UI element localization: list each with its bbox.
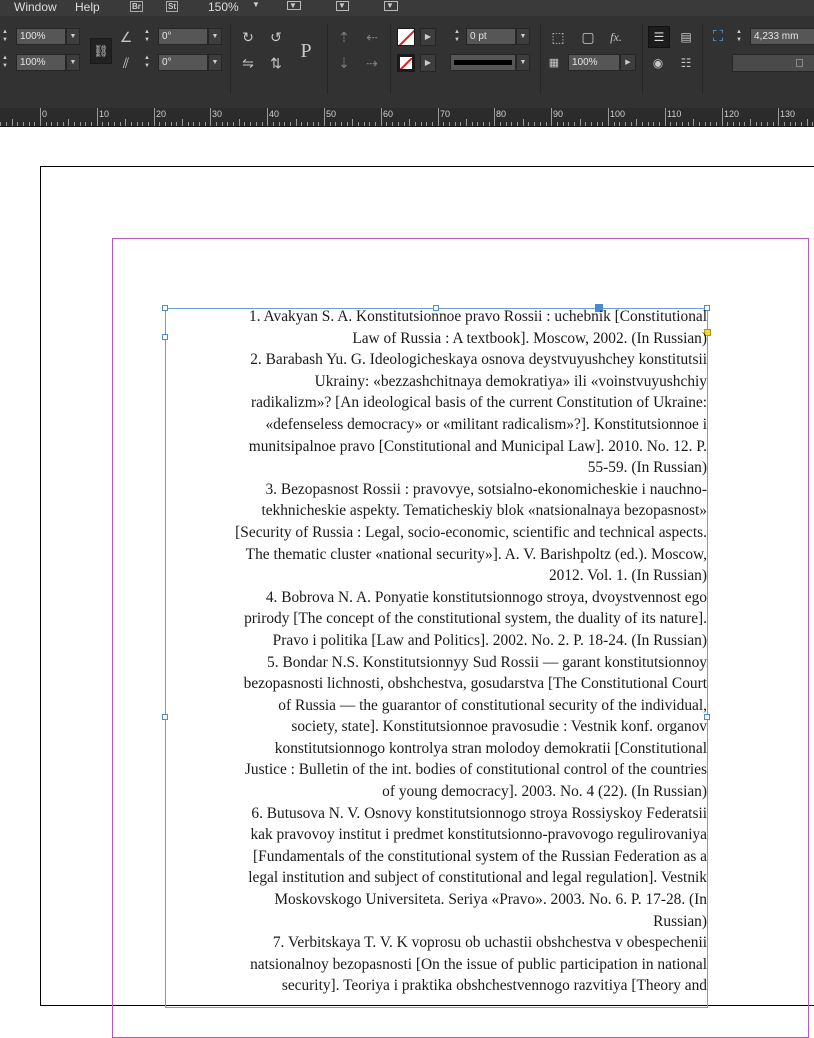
ruler-tick — [347, 122, 348, 126]
ruler-tick — [693, 119, 694, 126]
rotate-clockwise-icon[interactable]: ↻ — [242, 29, 254, 45]
ruler-tick — [625, 122, 626, 126]
ruler-label: 100 — [610, 109, 626, 119]
ruler-tick — [193, 122, 194, 126]
ruler-tick — [773, 122, 774, 126]
stroke-type-field[interactable] — [450, 54, 516, 71]
ruler-tick — [256, 122, 257, 126]
stroke-swatch[interactable] — [397, 54, 415, 72]
rotation-field[interactable]: 0° — [158, 28, 208, 45]
ruler-tick — [284, 122, 285, 126]
ruler-tick — [12, 119, 13, 126]
ruler-tick — [381, 108, 382, 126]
effects-panel-icon[interactable]: ▢ — [581, 29, 595, 45]
ruler-tick — [125, 119, 126, 126]
ruler-tick — [137, 122, 138, 126]
text-line: Russian) — [653, 912, 707, 930]
text-line: Moskovskogo Universiteta. Seriya «Pravo». 2003. No. 6. P. 17-28. (In — [274, 891, 707, 909]
ruler-tick — [250, 122, 251, 126]
text-line: tekhnicheskie aspekty. Tematicheskiy blok «natsionalnaya bezopasnost» — [261, 502, 707, 520]
select-next-icon[interactable]: ⇢ — [366, 55, 378, 71]
ruler-tick — [591, 122, 592, 126]
ruler-tick — [205, 122, 206, 126]
opacity-field[interactable]: 100% — [568, 54, 620, 71]
ruler-tick — [790, 122, 791, 126]
text-wrap-none-icon: ☰ — [653, 30, 665, 44]
ruler-tick — [426, 122, 427, 126]
ruler-tick — [466, 119, 467, 126]
text-line: konstitutsionnogo kontrolya stran molodoy demokratii [Constitutional — [274, 739, 707, 757]
width-spinner[interactable]: ▲ ▼ — [736, 29, 742, 43]
ruler-label: 30 — [212, 109, 223, 119]
fill-swatch[interactable] — [397, 28, 415, 46]
scale-y-field[interactable]: 100% — [16, 54, 66, 71]
ruler-tick — [551, 108, 552, 126]
rotation-spinner[interactable]: ▲ ▼ — [144, 29, 150, 43]
rotation-dropdown[interactable]: ▼ — [208, 28, 222, 45]
text-line: 2. Barabash Yu. G. Ideologicheskaya osnova deystvuyushchey konstitutsii — [250, 351, 707, 369]
ruler-tick — [784, 122, 785, 126]
ruler-tick — [102, 122, 103, 126]
ruler-tick — [676, 122, 677, 126]
ruler-tick — [739, 122, 740, 126]
ruler-tick — [602, 122, 603, 126]
text-line: society, state]. Konstitutsionnoe pravosudie : Vestnik konf. organov — [291, 718, 707, 736]
bibliography-text[interactable] — [166, 306, 707, 997]
ruler-tick — [34, 122, 35, 126]
ruler-tick — [0, 122, 1, 126]
ruler-tick — [699, 122, 700, 126]
ruler-tick — [222, 122, 223, 126]
text-line: Ukrainy: «bezzashchitnaya demokratiya» ili «voinstvuyushchiy — [314, 372, 707, 390]
ruler-tick — [227, 122, 228, 126]
drop-shadow-icon[interactable]: ⬚ — [551, 29, 565, 45]
text-line: 7. Verbitskaya T. V. K voprosu ob uchastii obshchestva v obespechenii — [272, 934, 707, 952]
ruler-tick — [421, 122, 422, 126]
divider — [540, 24, 541, 94]
ruler-tick — [619, 122, 620, 126]
text-line: 5. Bondar N.S. Konstitutsionnyy Sud Rossii — garant konstitutsionnoy — [267, 653, 707, 671]
ruler-tick — [546, 122, 547, 126]
divider — [230, 24, 231, 94]
text-line: prirody [The concept of the constitutional system, the duality of its nature]. — [244, 610, 707, 628]
ruler-tick — [46, 122, 47, 126]
shear-dropdown[interactable]: ▼ — [208, 54, 222, 71]
ruler-tick — [165, 122, 166, 126]
stroke-type-dropdown[interactable]: ▼ — [516, 54, 530, 71]
ruler-label: 90 — [553, 109, 564, 119]
ruler-tick — [188, 122, 189, 126]
ruler-label: 110 — [667, 109, 682, 119]
rotation-angle-icon: ∠ — [119, 29, 133, 45]
text-line: 6. Butusova N. V. Osnovy konstitutsionnogo stroya Rossiyskoy Federatsii — [251, 804, 707, 822]
chevron-down-icon: ▼ — [386, 1, 394, 10]
ruler-tick — [324, 108, 325, 126]
text-line: Law of Russia : A textbook]. Moscow, 2002. (In Russian) — [352, 329, 707, 347]
ruler-tick — [358, 122, 359, 126]
chevron-down-icon: ▼ — [289, 1, 297, 10]
ruler-tick — [273, 122, 274, 126]
ruler-tick — [767, 122, 768, 126]
chevron-down-icon: ▼ — [252, 0, 260, 9]
flip-horizontal-icon[interactable]: ⇋ — [242, 55, 254, 71]
text-line: security]. Teoriya i praktika obshchestvennogo razvitiya [Theory and — [281, 977, 707, 995]
width-field[interactable]: 4,233 mm — [750, 28, 814, 45]
opacity-dropdown[interactable]: ▶ — [620, 54, 636, 71]
ruler-tick — [812, 122, 813, 126]
ruler-tick — [659, 122, 660, 126]
jump-object-icon[interactable]: ☷ — [680, 56, 692, 70]
reference-point-p-icon: P — [300, 40, 312, 62]
ruler-tick — [335, 122, 336, 126]
ruler-tick — [80, 122, 81, 126]
select-content-icon[interactable]: ⇣ — [338, 55, 350, 71]
ruler-tick — [653, 122, 654, 126]
ruler-tick — [460, 122, 461, 126]
text-line: bezopasnosti lichnosti, obshchestva, gosudarstva [The Constitutional Court — [243, 675, 707, 693]
ruler-tick — [682, 122, 683, 126]
ruler-tick — [142, 122, 143, 126]
ruler-tick — [597, 122, 598, 126]
ruler-tick — [443, 122, 444, 126]
ruler-label: 50 — [326, 109, 337, 119]
shear-angle-icon: ⫽ — [122, 55, 130, 71]
ruler-tick — [23, 122, 24, 126]
ruler-tick — [636, 119, 637, 126]
ruler-tick — [57, 122, 58, 126]
ruler-tick — [296, 119, 297, 126]
ruler-tick — [40, 108, 41, 126]
ruler-tick — [494, 108, 495, 126]
ruler-tick — [750, 119, 751, 126]
ruler-tick — [477, 122, 478, 126]
ruler-tick — [415, 122, 416, 126]
select-container-icon[interactable]: ⇡ — [338, 29, 350, 45]
scale-x-dropdown[interactable]: ▼ — [66, 28, 80, 45]
ruler-tick — [352, 119, 353, 126]
ruler-label: 130 — [780, 109, 796, 119]
none-swatch-icon — [400, 58, 412, 70]
auto-fit-frame-icon[interactable]: ⛶ — [712, 28, 724, 45]
ruler-tick — [500, 122, 501, 126]
ruler-tick — [375, 122, 376, 126]
text-line: [Fundamentals of the constitutional system of the Russian Federation as a — [253, 847, 707, 865]
select-previous-icon[interactable]: ⇠ — [366, 29, 378, 45]
shear-spinner[interactable]: ▲ ▼ — [144, 55, 150, 69]
text-line: 4. Bobrova N. A. Ponyatie konstitutsionnogo stroya, dvoystvennost ego — [265, 588, 707, 606]
ruler-tick — [239, 119, 240, 126]
text-line: legal institution and subject of constitutional and legal regulation]. Vestnik — [248, 869, 707, 887]
stroke-weight-dropdown[interactable]: ▼ — [516, 28, 530, 45]
ruler-label: 120 — [724, 109, 740, 119]
divider — [642, 24, 643, 94]
text-line: munitsipalnoe pravo [Constitutional and Municipal Law]. 2010. No. 12. P. — [248, 437, 707, 455]
ruler-tick — [670, 122, 671, 126]
menu-window[interactable]: Window — [14, 0, 57, 14]
ruler-tick — [131, 122, 132, 126]
ruler-tick — [210, 108, 211, 126]
ruler-label: 10 — [99, 109, 110, 119]
ruler-tick — [489, 122, 490, 126]
scale-y-spinner[interactable]: ▲ ▼ — [2, 55, 8, 69]
ruler-tick — [523, 119, 524, 126]
opacity-icon: ▦ — [548, 57, 560, 69]
stroke-dropdown[interactable]: ▶ — [420, 54, 436, 72]
ruler-tick — [705, 122, 706, 126]
ruler-tick — [262, 122, 263, 126]
ruler-tick — [108, 122, 109, 126]
ruler-tick — [642, 122, 643, 126]
object-style-field[interactable] — [732, 54, 814, 72]
ruler-tick — [409, 119, 410, 126]
ruler-tick — [154, 108, 155, 126]
text-line: «defenseless democracy» or «militant radicalism»?]. Konstitutsionnoe i — [265, 415, 707, 433]
scale-x-field[interactable]: 100% — [16, 28, 66, 45]
ruler-label: 70 — [440, 109, 451, 119]
ruler-tick — [585, 122, 586, 126]
ruler-tick — [778, 108, 779, 126]
ruler-tick — [807, 119, 808, 126]
ruler-tick — [120, 122, 121, 126]
chevron-down-icon: ▼ — [338, 1, 346, 10]
ruler-tick — [528, 122, 529, 126]
stock-icon: St — [168, 2, 176, 11]
ruler-tick — [438, 108, 439, 126]
ruler-tick — [631, 122, 632, 126]
ruler-tick — [761, 122, 762, 126]
ruler-tick — [534, 122, 535, 126]
ruler-tick — [74, 122, 75, 126]
ruler-tick — [727, 122, 728, 126]
ruler-tick — [318, 122, 319, 126]
shear-field[interactable]: 0° — [158, 54, 208, 71]
bridge-icon: Br — [132, 2, 141, 11]
fill-dropdown[interactable]: ▶ — [420, 28, 436, 46]
ruler-tick — [341, 122, 342, 126]
ruler-tick — [688, 122, 689, 126]
ruler-tick — [386, 122, 387, 126]
text-line: 2012. Vol. 1. (In Russian) — [548, 567, 707, 585]
scale-y-dropdown[interactable]: ▼ — [66, 54, 80, 71]
text-line: radikalizm»? [An ideological basis of the current Constitution of Ukraine: — [250, 394, 707, 412]
ruler-tick — [574, 122, 575, 126]
divider — [327, 24, 328, 94]
ruler-tick — [17, 122, 18, 126]
ruler-tick — [6, 122, 7, 126]
ruler-tick — [114, 122, 115, 126]
ruler-tick — [29, 122, 30, 126]
ruler-tick — [404, 122, 405, 126]
text-line: [Security of Russia : Legal, socio-economic, scientific and technical aspects. — [235, 523, 707, 541]
control-panel — [0, 16, 814, 108]
ruler-tick — [330, 122, 331, 126]
none-swatch-icon — [398, 29, 415, 46]
link-icon: ⛓ — [93, 44, 109, 58]
ruler-tick — [432, 122, 433, 126]
ruler-tick — [233, 122, 234, 126]
ruler-tick — [85, 122, 86, 126]
ruler-tick — [614, 122, 615, 126]
ruler-tick — [313, 122, 314, 126]
ruler-tick — [472, 122, 473, 126]
ruler-tick — [744, 122, 745, 126]
ruler-tick — [301, 122, 302, 126]
ruler-tick — [517, 122, 518, 126]
ruler-tick — [307, 122, 308, 126]
menu-help[interactable]: Help — [75, 0, 100, 14]
ruler-tick — [483, 122, 484, 126]
text-line: The thematic cluster «national security»]. A. V. Barishpoltz (ed.). Moscow, — [245, 545, 707, 563]
text-line: Pravo i politika [Law and Politics]. 2002. No. 2. P. 18-24. (In Russian) — [272, 631, 707, 649]
ruler-tick — [171, 122, 172, 126]
ruler-tick — [795, 122, 796, 126]
ruler-tick — [563, 122, 564, 126]
ruler-tick — [279, 122, 280, 126]
constrain-proportions-button[interactable] — [90, 38, 112, 64]
ruler-label: 60 — [383, 109, 394, 119]
ruler-tick — [716, 122, 717, 126]
rotate-counterclockwise-icon[interactable]: ↺ — [270, 29, 282, 45]
stroke-weight-field[interactable]: 0 pt — [466, 28, 516, 45]
ruler-label: 20 — [156, 109, 167, 119]
ruler-tick — [51, 122, 52, 126]
ruler-tick — [455, 122, 456, 126]
ruler-tick — [244, 122, 245, 126]
ruler-tick — [665, 108, 666, 126]
ruler-tick — [733, 122, 734, 126]
ruler-tick — [267, 108, 268, 126]
ruler-tick — [568, 122, 569, 126]
scale-x-spinner[interactable]: ▲ ▼ — [2, 29, 8, 43]
ruler-tick — [63, 122, 64, 126]
horizontal-ruler — [0, 108, 814, 127]
text-line: of Russia — the guarantor of constitutional security of the individual, — [278, 696, 707, 714]
ruler-tick — [97, 108, 98, 126]
ruler-tick — [506, 122, 507, 126]
ruler-tick — [148, 122, 149, 126]
wrap-bounding-box-icon[interactable]: ▤ — [680, 30, 692, 44]
text-line: Justice : Bulletin of the int. bodies of constitutional control of the countries — [244, 761, 707, 779]
ruler-tick — [540, 122, 541, 126]
ruler-tick — [176, 122, 177, 126]
ruler-tick — [648, 122, 649, 126]
menu-bar — [0, 0, 814, 16]
text-line: 1. Avakyan S. A. Konstitutsionnoe pravo Rossii : uchebnik [Constitutional — [249, 308, 707, 325]
ruler-tick — [364, 122, 365, 126]
text-line: 3. Bezopasnost Rossii : pravovye, sotsialno-ekonomicheskie i nauchno- — [265, 480, 707, 498]
ruler-tick — [722, 108, 723, 126]
ruler-tick — [392, 122, 393, 126]
ruler-tick — [369, 122, 370, 126]
ruler-tick — [608, 108, 609, 126]
ruler-tick — [91, 122, 92, 126]
ruler-tick — [449, 122, 450, 126]
ruler-tick — [68, 119, 69, 126]
ruler-tick — [756, 122, 757, 126]
ruler-tick — [159, 122, 160, 126]
text-line: 55-59. (In Russian) — [587, 459, 707, 477]
text-line: of young democracy]. 2003. No. 4 (22). (In Russian) — [382, 783, 707, 801]
ruler-tick — [557, 122, 558, 126]
ruler-tick — [290, 122, 291, 126]
ruler-label: 0 — [42, 109, 48, 119]
ruler-tick — [710, 122, 711, 126]
ruler-tick — [801, 122, 802, 126]
divider — [702, 24, 703, 94]
flip-vertical-icon[interactable]: ⇅ — [270, 55, 282, 71]
ruler-tick — [199, 122, 200, 126]
fx-icon[interactable]: fx. — [610, 30, 622, 44]
ruler-tick — [511, 122, 512, 126]
text-line: natsionalnoy bezopasnosti [On the issue of public participation in national — [250, 955, 707, 973]
ruler-label: 80 — [496, 109, 507, 119]
no-text-wrap-button[interactable] — [648, 26, 670, 48]
text-line: kak pravovoy institut i predmet konstitutsionno-pravovogo regulirovaniya — [250, 826, 707, 844]
solid-stroke-preview — [454, 60, 512, 65]
ruler-tick — [182, 119, 183, 126]
ruler-tick — [580, 119, 581, 126]
divider — [390, 24, 391, 94]
ruler-label: 40 — [269, 109, 280, 119]
wrap-object-shape-icon[interactable]: ◉ — [652, 56, 664, 70]
zoom-level[interactable]: 150% — [208, 0, 239, 14]
ruler-tick — [216, 122, 217, 126]
object-style-preview-icon — [796, 59, 803, 67]
stroke-weight-spinner[interactable]: ▲ ▼ — [454, 29, 460, 43]
ruler-tick — [398, 122, 399, 126]
